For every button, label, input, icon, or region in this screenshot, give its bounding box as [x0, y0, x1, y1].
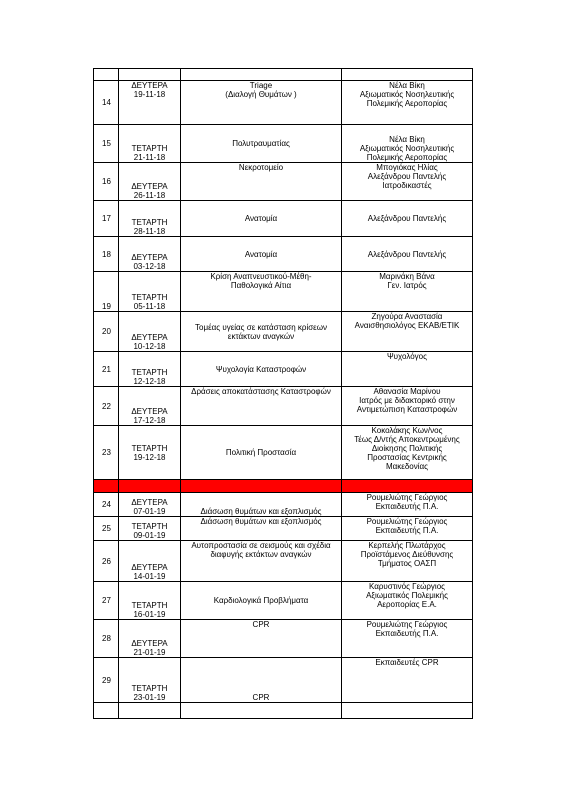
speaker-line: Προστασίας Κεντρικής	[367, 453, 447, 462]
date-label: 17-12-18	[133, 416, 166, 425]
topic-line: εκτάκτων αναγκών	[227, 331, 295, 341]
lesson-number: 23	[102, 448, 111, 457]
topic-cell	[181, 493, 342, 517]
speaker-line: Καρυστινός Γεώργιος	[368, 582, 446, 591]
weekday-label: ΔΕΥΤΕΡΑ	[131, 407, 168, 416]
speaker-cell	[342, 703, 473, 719]
lesson-number-cell	[94, 658, 119, 703]
speaker-cell	[342, 387, 473, 426]
speaker-line: Γεν. Ιατρός	[387, 281, 427, 290]
table-row	[94, 69, 473, 81]
speaker-line: Αξιωματικός Πολεμικής	[366, 591, 448, 600]
speaker-line: Αλεξάνδρου Παντελής	[367, 214, 447, 223]
separator-row	[94, 480, 473, 493]
table-row	[94, 517, 473, 541]
speaker-line: Πολεμικής Αεροπορίας	[366, 153, 448, 162]
speaker-line: Ρουμελιώτης Γεώργιος	[366, 493, 448, 502]
date-label: 10-12-18	[133, 342, 166, 351]
date-cell	[119, 125, 181, 163]
table-row	[94, 582, 473, 620]
lesson-number-cell	[94, 541, 119, 582]
weekday-label: ΤΕΤΑΡΤΗ	[131, 522, 168, 531]
lesson-number: 14	[102, 98, 111, 107]
topic-cell	[181, 237, 342, 272]
speaker-cell	[342, 620, 473, 658]
date-label: 09-01-19	[133, 531, 166, 540]
date-cell	[119, 582, 181, 620]
date-cell	[119, 237, 181, 272]
weekday-label: ΔΕΥΤΕΡΑ	[131, 333, 168, 342]
lesson-number-cell	[94, 480, 119, 493]
topic-line: CPR	[252, 620, 270, 629]
speaker-line: Αεροπορίας Ε.Α.	[377, 600, 437, 609]
topic-line: Ανατομία	[244, 249, 278, 259]
speaker-line: Μπογιόκας Ηλίας	[376, 163, 438, 172]
date-cell	[119, 163, 181, 201]
speaker-line: Εκπαιδευτής Π.Α.	[375, 629, 439, 638]
lesson-number-cell	[94, 517, 119, 541]
weekday-label: ΤΕΤΑΡΤΗ	[131, 144, 168, 153]
date-cell	[119, 480, 181, 493]
lesson-number: 20	[102, 327, 111, 336]
lesson-number: 28	[102, 634, 111, 643]
speaker-line: Ιατροδικαστές	[382, 181, 432, 190]
topic-line: Πολιτική Προστασία	[225, 448, 297, 457]
weekday-label: ΔΕΥΤΕΡΑ	[131, 639, 168, 648]
topic-cell	[181, 81, 342, 125]
topic-line: CPR	[252, 693, 270, 702]
date-cell	[119, 658, 181, 703]
date-cell	[119, 81, 181, 125]
speaker-cell	[342, 312, 473, 352]
topic-line: (Διαλογή Θυμάτων )	[225, 90, 297, 99]
speaker-line: Αξιωματικός Νοσηλευτικής	[359, 144, 455, 153]
weekday-label: ΤΕΤΑΡΤΗ	[131, 443, 168, 453]
table-row	[94, 352, 473, 387]
table-row	[94, 426, 473, 480]
speaker-line: Πολεμικής Αεροπορίας	[366, 99, 448, 108]
speaker-line: Προϊστάμενος Διεύθυνσης	[360, 550, 454, 559]
speaker-line: Αναισθησιολόγος ΕΚΑΒ/ΕΤΙΚ	[354, 321, 460, 330]
table-row	[94, 387, 473, 426]
weekday-label: ΤΕΤΑΡΤΗ	[131, 684, 168, 693]
topic-line: Διάσωση θυμάτων και εξοπλισμός	[200, 517, 322, 526]
date-label: 19-11-18	[133, 90, 166, 99]
speaker-line: Μαρινάκη Βάνα	[379, 272, 435, 281]
topic-line: Παθολογικά Αίτια	[230, 281, 292, 290]
weekday-label: ΔΕΥΤΕΡΑ	[131, 182, 168, 191]
lesson-number: 29	[102, 675, 111, 685]
date-cell	[119, 69, 181, 81]
table-row	[94, 125, 473, 163]
speaker-line: Αντιμετώπιση Καταστροφών	[356, 405, 458, 414]
lesson-number-cell	[94, 352, 119, 387]
table-row	[94, 81, 473, 125]
speaker-cell	[342, 272, 473, 312]
speaker-cell	[342, 582, 473, 620]
weekday-label: ΤΕΤΑΡΤΗ	[131, 293, 168, 302]
table-row	[94, 201, 473, 237]
topic-line: Ανατομία	[244, 214, 278, 223]
table-row	[94, 272, 473, 312]
topic-cell	[181, 582, 342, 620]
topic-cell	[181, 426, 342, 480]
speaker-line: Αλεξάνδρου Παντελής	[367, 172, 447, 181]
speaker-line: Αξιωματικός Νοσηλευτικής	[359, 90, 455, 99]
topic-line: Δράσεις αποκατάστασης Καταστροφών	[191, 387, 331, 396]
speaker-line: Κερπελής Πλωτάρχος	[368, 541, 446, 550]
weekday-label: ΤΕΤΑΡΤΗ	[131, 368, 168, 377]
topic-cell	[181, 387, 342, 426]
lesson-number-cell	[94, 163, 119, 201]
table-row	[94, 541, 473, 582]
speaker-line: Ζηγούρα Αναστασία	[371, 312, 443, 321]
lesson-number: 24	[102, 500, 111, 509]
topic-cell	[181, 125, 342, 163]
lesson-number-cell	[94, 125, 119, 163]
table-row	[94, 312, 473, 352]
speaker-line: Εκπαιδευτής Π.Α.	[375, 502, 439, 511]
date-label: 19-12-18	[133, 452, 166, 462]
lesson-number-cell	[94, 620, 119, 658]
date-label: 05-11-18	[133, 302, 166, 311]
date-label: 23-01-19	[133, 693, 166, 702]
lesson-number: 18	[102, 249, 111, 259]
date-cell	[119, 272, 181, 312]
date-label: 28-11-18	[133, 227, 166, 236]
weekday-label: ΔΕΥΤΕΡΑ	[131, 253, 168, 262]
speaker-cell	[342, 480, 473, 493]
topic-cell	[181, 480, 342, 493]
speaker-line: Τέως Δ/ντής Αποκεντρωμένης	[354, 435, 460, 444]
speaker-cell	[342, 125, 473, 163]
speaker-cell	[342, 426, 473, 480]
topic-line: Triage	[249, 81, 273, 90]
speaker-line: Αλεξάνδρου Παντελής	[367, 249, 447, 259]
topic-line: Αυτοπροστασία σε σεισμούς και σχέδια	[191, 541, 331, 550]
speaker-line: Αθανασία Μαρίνου	[373, 387, 441, 396]
topic-cell	[181, 620, 342, 658]
date-cell	[119, 387, 181, 426]
topic-cell	[181, 272, 342, 312]
lesson-number-cell	[94, 237, 119, 272]
lesson-number: 26	[102, 556, 111, 566]
weekday-label: ΔΕΥΤΕΡΑ	[131, 81, 168, 90]
topic-line: Καρδιολογικά Προβλήματα	[213, 596, 309, 605]
speaker-line: Μακεδονίας	[385, 462, 428, 471]
lesson-number-cell	[94, 81, 119, 125]
lesson-number: 25	[102, 524, 111, 533]
date-cell	[119, 620, 181, 658]
date-cell	[119, 201, 181, 237]
speaker-line: Νέλα Βίκη	[389, 135, 425, 144]
date-cell	[119, 703, 181, 719]
topic-line: Ψυχολογία Καταστροφών	[215, 364, 307, 374]
speaker-line: Ρουμελιώτης Γεώργιος	[366, 517, 448, 526]
table-row	[94, 703, 473, 719]
speaker-cell	[342, 69, 473, 81]
weekday-label: ΤΕΤΑΡΤΗ	[131, 218, 168, 227]
lesson-number: 27	[102, 596, 111, 605]
topic-cell	[181, 312, 342, 352]
lesson-number-cell	[94, 387, 119, 426]
speaker-line: Εκπαιδευτής Π.Α.	[375, 526, 439, 535]
speaker-cell	[342, 163, 473, 201]
topic-line: Κρίση Αναπνευστικού-Μέθη-	[210, 272, 312, 281]
date-label: 26-11-18	[133, 191, 166, 200]
speaker-cell	[342, 352, 473, 387]
topic-line: Διάσωση θυμάτων και εξοπλισμός	[200, 507, 322, 516]
speaker-cell	[342, 517, 473, 541]
speaker-cell	[342, 541, 473, 582]
table-row	[94, 493, 473, 517]
lesson-number: 22	[102, 401, 111, 411]
lesson-number-cell	[94, 703, 119, 719]
date-label: 21-11-18	[133, 153, 166, 162]
topic-cell	[181, 658, 342, 703]
lesson-number: 15	[102, 139, 111, 148]
topic-cell	[181, 201, 342, 237]
table-row	[94, 658, 473, 703]
date-cell	[119, 493, 181, 517]
topic-cell	[181, 352, 342, 387]
date-cell	[119, 312, 181, 352]
date-cell	[119, 517, 181, 541]
lesson-number-cell	[94, 493, 119, 517]
lesson-number: 21	[102, 364, 111, 374]
lesson-number-cell	[94, 582, 119, 620]
speaker-line: Ιατρός με διδακτορικό στην	[359, 396, 455, 405]
lesson-number-cell	[94, 69, 119, 81]
date-label: 21-01-19	[133, 648, 166, 657]
lesson-number-cell	[94, 201, 119, 237]
topic-cell	[181, 703, 342, 719]
date-label: 14-01-19	[133, 572, 166, 581]
date-cell	[119, 352, 181, 387]
speaker-line: Εκπαιδευτές CPR	[375, 658, 439, 667]
lesson-number: 16	[102, 177, 111, 186]
date-cell	[119, 426, 181, 480]
lesson-number-cell	[94, 272, 119, 312]
speaker-cell	[342, 658, 473, 703]
schedule-body	[94, 69, 473, 719]
lesson-number-cell	[94, 312, 119, 352]
lesson-number-cell	[94, 426, 119, 480]
table-row	[94, 620, 473, 658]
date-label: 16-01-19	[133, 610, 166, 619]
topic-cell	[181, 163, 342, 201]
topic-line: Πολυτραυματίας	[232, 139, 290, 148]
topic-cell	[181, 541, 342, 582]
speaker-line: Διοίκησης Πολιτικής	[371, 444, 443, 453]
speaker-line: Ρουμελιώτης Γεώργιος	[366, 620, 448, 629]
date-label: 12-12-18	[133, 377, 166, 386]
date-label: 03-12-18	[133, 262, 166, 271]
topic-cell	[181, 517, 342, 541]
date-label: 07-01-19	[133, 507, 166, 516]
lesson-number: 19	[102, 302, 111, 311]
speaker-line: Νέλα Βίκη	[389, 81, 425, 90]
speaker-line: Τμήματος ΟΑΣΠ	[377, 559, 437, 568]
lesson-number: 17	[102, 214, 111, 223]
topic-line: Τομέας υγείας σε κατάσταση κρίσεων	[195, 322, 327, 332]
speaker-cell	[342, 81, 473, 125]
speaker-line: Κοκολάκης Κων/νος	[371, 426, 443, 435]
schedule-table	[93, 68, 473, 719]
speaker-line: Ψυχολόγος	[387, 352, 427, 361]
topic-cell	[181, 69, 342, 81]
table-row	[94, 163, 473, 201]
topic-line: Νεκροτομείο	[238, 163, 284, 172]
topic-line: διαφυγής εκτάκτων αναγκών	[210, 550, 312, 559]
table-row	[94, 237, 473, 272]
weekday-label: ΤΕΤΑΡΤΗ	[131, 601, 168, 610]
date-cell	[119, 541, 181, 582]
weekday-label: ΔΕΥΤΕΡΑ	[131, 563, 168, 572]
speaker-cell	[342, 201, 473, 237]
speaker-cell	[342, 493, 473, 517]
weekday-label: ΔΕΥΤΕΡΑ	[131, 498, 168, 507]
speaker-cell	[342, 237, 473, 272]
